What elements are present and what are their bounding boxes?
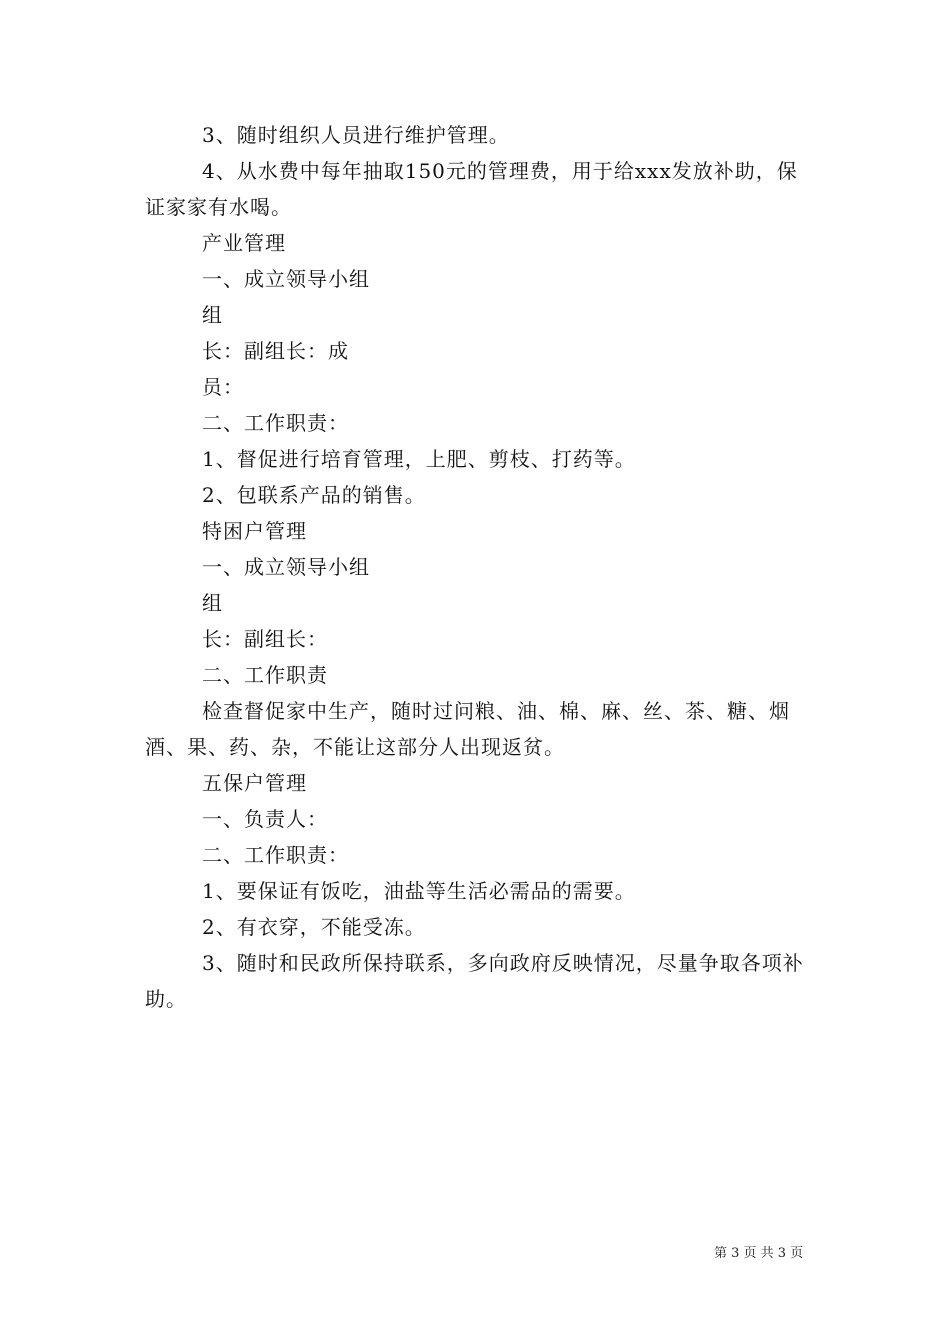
paragraph: 二、工作职责	[202, 663, 328, 687]
paragraph: 组	[202, 303, 223, 327]
paragraph: 检查督促家中生产，随时过问粮、油、棉、麻、丝、茶、糖、烟酒、果、药、杂，不能让这部分人出现返贫。	[145, 699, 790, 759]
paragraph: 一、负责人：	[202, 807, 328, 831]
paragraph: 4、从水费中每年抽取150元的管理费，用于给xxx发放补助，保证家家有水喝。	[145, 159, 798, 219]
paragraph: 组	[202, 591, 223, 615]
paragraph: 3、随时组织人员进行维护管理。	[202, 123, 510, 147]
paragraph: 二、工作职责：	[202, 411, 349, 435]
paragraph: 2、包联系产品的销售。	[202, 483, 426, 507]
paragraph: 一、成立领导小组	[202, 267, 370, 291]
paragraph: 员：	[202, 375, 244, 399]
paragraph: 长：副组长：成	[202, 339, 349, 363]
paragraph: 1、督促进行培育管理，上肥、剪枝、打药等。	[202, 447, 636, 471]
paragraph: 二、工作职责：	[202, 843, 349, 867]
section-heading: 产业管理	[202, 231, 286, 255]
paragraph: 一、成立领导小组	[202, 555, 370, 579]
paragraph: 长：副组长：	[202, 627, 328, 651]
paragraph: 1、要保证有饭吃，油盐等生活必需品的需要。	[202, 879, 636, 903]
section-heading: 特困户管理	[202, 519, 307, 543]
document-body	[145, 117, 815, 1017]
paragraph: 3、随时和民政所保持联系，多向政府反映情况，尽量争取各项补助。	[145, 951, 804, 1011]
paragraph: 2、有衣穿，不能受冻。	[202, 915, 426, 939]
page-number-footer: 第 3 页 共 3 页	[714, 1246, 804, 1261]
section-heading: 五保户管理	[202, 771, 307, 795]
